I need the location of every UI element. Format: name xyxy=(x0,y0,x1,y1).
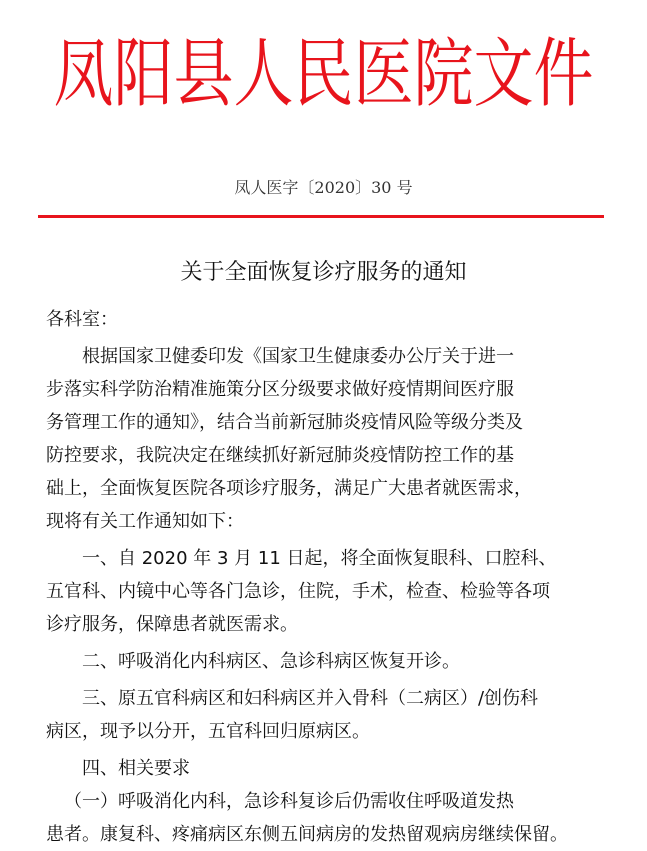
notice-title: 关于全面恢复诊疗服务的通知 xyxy=(180,260,467,285)
notice-body xyxy=(46,306,606,851)
text-line: 五官科、内镜中心等各门急诊，住院，手术，检查、检验等各项 xyxy=(46,581,550,602)
text-line: 础上，全面恢复医院各项诊疗服务，满足广大患者就医需求， xyxy=(46,478,532,499)
text-line: 步落实科学防治精准施策分区分级要求做好疫情期间医疗服 xyxy=(46,379,514,400)
item-4-heading: 四、相关要求 xyxy=(82,758,190,779)
header-divider-rule xyxy=(38,215,604,218)
item-2-paragraph: 二、呼吸消化内科病区、急诊科病区恢复开诊。 xyxy=(82,651,460,672)
document-header-title: 凤阳县人民医院文件 xyxy=(53,30,594,119)
item-3-paragraph xyxy=(46,682,606,748)
document-number: 凤人医字〔2020〕30 号 xyxy=(234,178,413,197)
text-line: （一）呼吸消化内科，急诊科复诊后仍需收住呼吸道发热 xyxy=(64,791,514,812)
text-line: 诊疗服务，保障患者就医需求。 xyxy=(46,614,298,635)
text-line: 病区，现予以分开，五官科回归原病区。 xyxy=(46,721,370,742)
text-line: 务管理工作的通知》，结合当前新冠肺炎疫情风险等级分类及 xyxy=(46,412,523,433)
text-line: 患者。康复科、疼痛病区东侧五间病房的发热留观病房继续保留。 xyxy=(46,824,568,845)
text-line: 防控要求，我院决定在继续抓好新冠肺炎疫情防控工作的基 xyxy=(46,445,514,466)
text-line: 三、原五官科病区和妇科病区并入骨科（二病区）/创伤科 xyxy=(82,688,539,709)
text-line: 现将有关工作通知如下： xyxy=(46,511,244,532)
salutation: 各科室： xyxy=(46,309,118,330)
sub-item-1-paragraph xyxy=(46,785,606,851)
intro-paragraph xyxy=(46,340,606,538)
text-line: 一、自 2020 年 3 月 11 日起，将全面恢复眼科、口腔科、 xyxy=(82,548,557,569)
text-line: 根据国家卫健委印发《国家卫生健康委办公厅关于进一 xyxy=(82,346,514,367)
item-1-paragraph xyxy=(46,542,606,641)
